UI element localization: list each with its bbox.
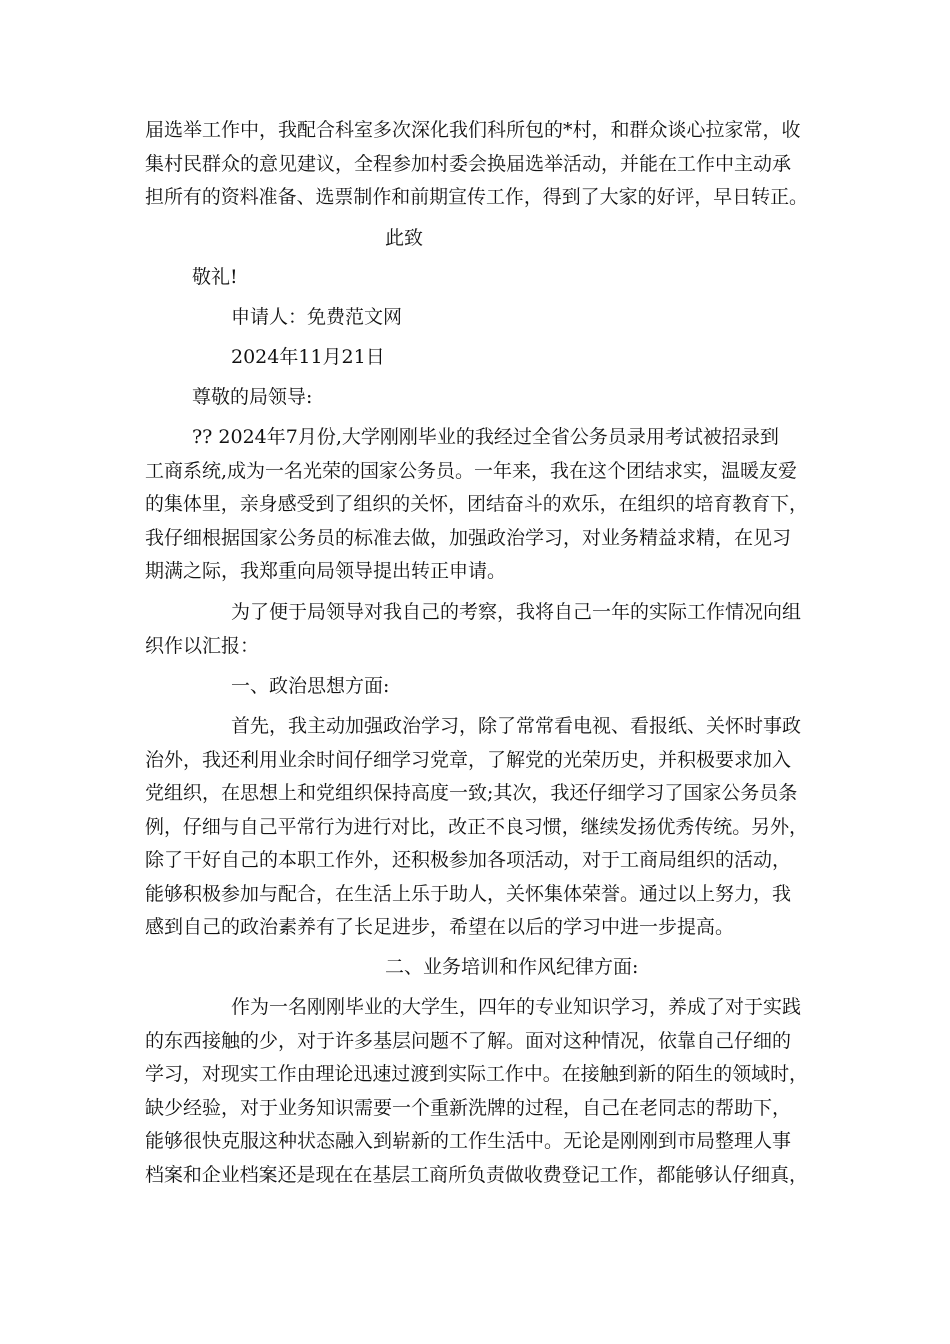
paragraph-line: 届选举工作中，我配合科室多次深化我们科所包的*村，和群众谈心拉家常，收: [145, 119, 801, 141]
paragraph-line: 为了便于局领导对我自己的考察，我将自己一年的实际工作情况向组: [231, 601, 802, 623]
paragraph-line: 治外，我还利用业余时间仔细学习党章，了解党的光荣历史，并积极要求加入: [145, 749, 792, 771]
paragraph-line: 作为一名刚刚毕业的大学生，四年的专业知识学习，养成了对于实践: [231, 996, 802, 1018]
applicant-signature: 申请人：免费范文网: [231, 306, 403, 328]
paragraph-line: 学习，对现实工作由理论迅速过渡到实际工作中。在接触到新的陌生的领域时，: [145, 1063, 809, 1085]
closing-jingli: 敬礼!: [192, 266, 238, 288]
paragraph-line: 缺少经验，对于业务知识需要一个重新洗牌的过程，自己在老同志的帮助下，: [145, 1097, 792, 1119]
paragraph-line: 感到自己的政治素养有了长足进步，希望在以后的学习中进一步提高。: [145, 916, 735, 938]
section-heading-work: 二、业务培训和作风纪律方面:: [385, 956, 639, 978]
paragraph-line: ?? 2024年7月份,大学刚刚毕业的我经过全省公务员录用考试被招录到: [192, 426, 779, 448]
paragraph-line: 担所有的资料准备、选票制作和前期宣传工作，得到了大家的好评，早日转正。: [145, 186, 809, 208]
paragraph-line: 党组织，在思想上和党组织保持高度一致;其次，我还仔细学习了国家公务员条: [145, 782, 798, 804]
paragraph-line: 集村民群众的意见建议，全程参加村委会换届选举活动，并能在工作中主动承: [145, 153, 792, 175]
section-heading-politics: 一、政治思想方面:: [231, 675, 390, 697]
paragraph-line: 档案和企业档案还是现在在基层工商所负责做收费登记工作，都能够认仔细真，: [145, 1164, 809, 1186]
salutation: 尊敬的局领导:: [192, 386, 313, 408]
paragraph-line: 的东西接触的少，对于许多基层问题不了解。面对这种情况，依靠自己仔细的: [145, 1030, 792, 1052]
closing-cizhi: 此致: [385, 227, 424, 249]
paragraph-line: 工商系统,成为一名光荣的国家公务员。一年来，我在这个团结求实，温暖友爱: [145, 460, 798, 482]
application-date: 2024年11月21日: [231, 346, 385, 368]
paragraph-line: 能够很快克服这种状态融入到崭新的工作生活中。无论是刚刚到市局整理人事: [145, 1130, 792, 1152]
paragraph-line: 期满之际，我郑重向局领导提出转正申请。: [145, 560, 507, 582]
paragraph-line: 例，仔细与自己平常行为进行对比，改正不良习惯，继续发扬优秀传统。另外，: [145, 816, 809, 838]
paragraph-line: 除了干好自己的本职工作外，还积极参加各项活动，对于工商局组织的活动，: [145, 849, 792, 871]
paragraph-line: 我仔细根据国家公务员的标准去做，加强政治学习，对业务精益求精，在见习: [145, 527, 792, 549]
paragraph-line: 能够积极参加与配合，在生活上乐于助人，关怀集体荣誉。通过以上努力，我: [145, 883, 792, 905]
paragraph-line: 首先，我主动加强政治学习，除了常常看电视、看报纸、关怀时事政: [231, 715, 802, 737]
paragraph-line: 的集体里，亲身感受到了组织的关怀，团结奋斗的欢乐，在组织的培育教育下，: [145, 493, 809, 515]
paragraph-line: 织作以汇报：: [145, 635, 260, 657]
